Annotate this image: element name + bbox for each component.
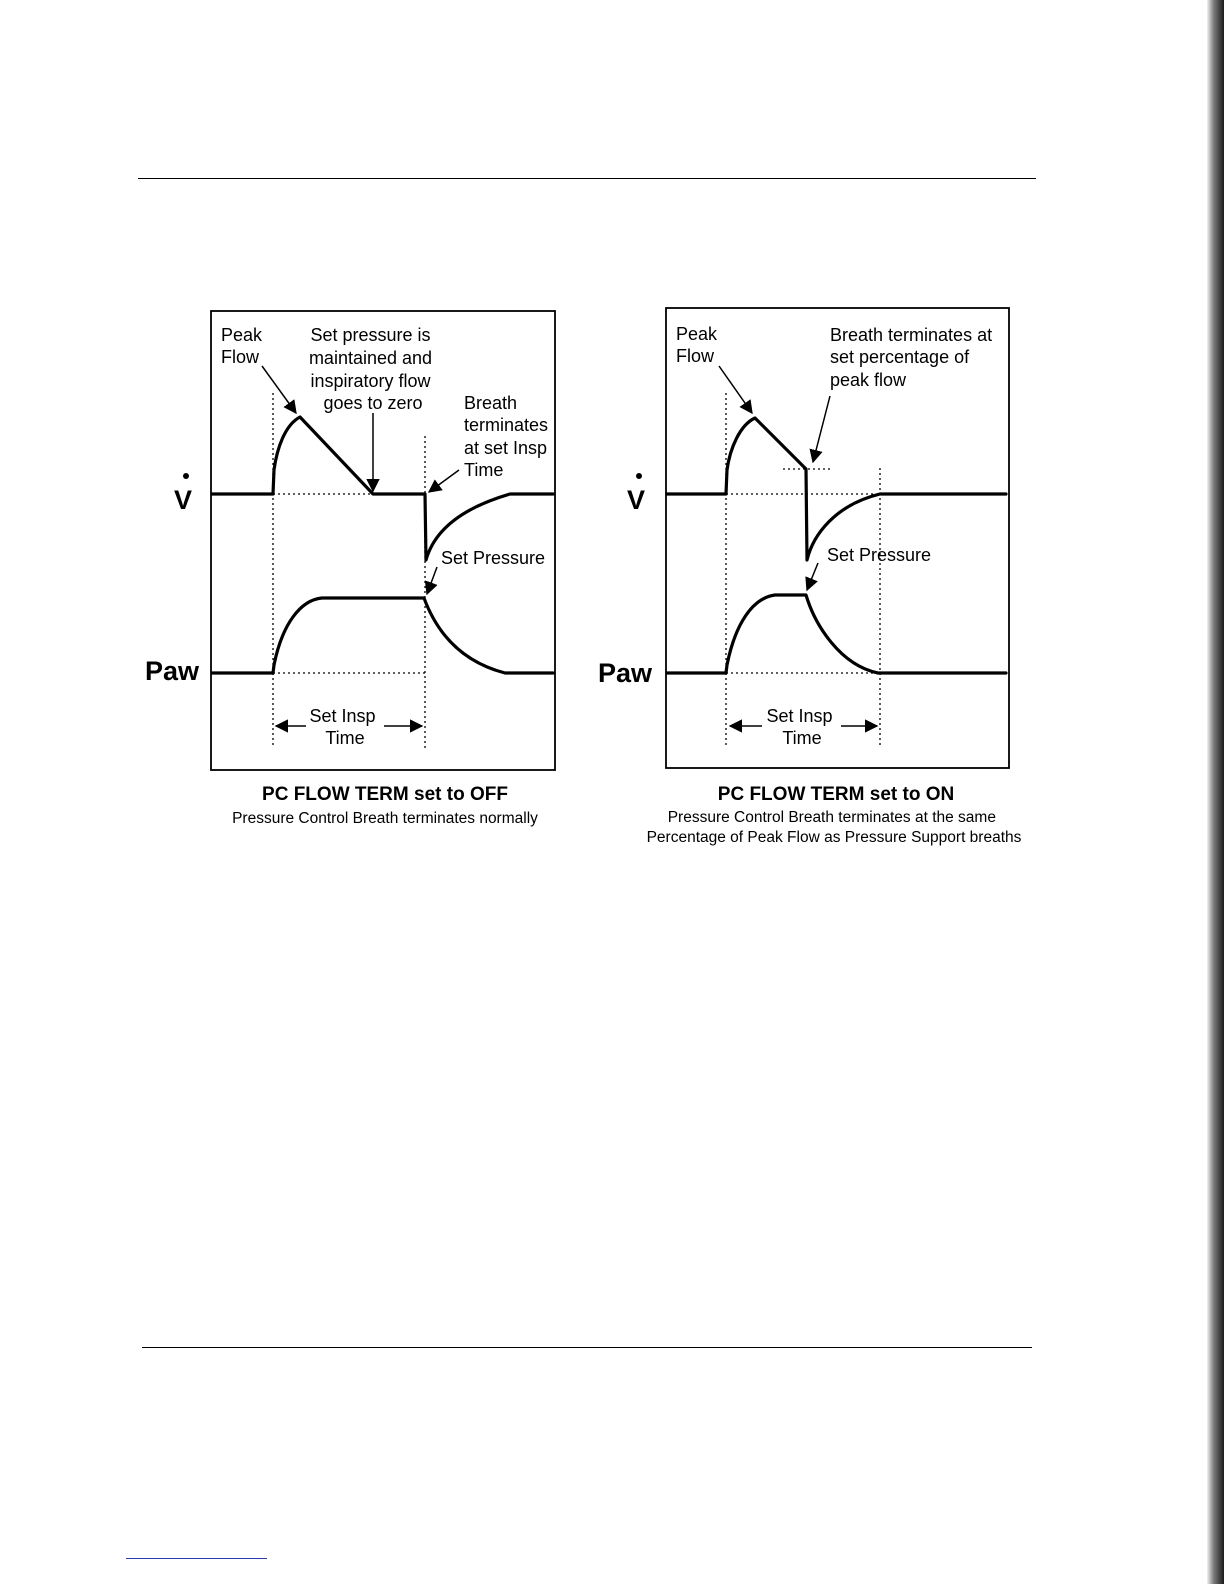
- right-insp-time-label: Set Insp Time: [766, 706, 833, 748]
- right-flow-waveform: [667, 418, 1006, 560]
- right-flow-dot-icon: [636, 473, 642, 479]
- right-set-pressure-label: Set Pressure: [827, 545, 932, 565]
- left-breath-terminates-label: Breath terminates at set Insp Time: [464, 393, 549, 480]
- right-panel-subtitle: Pressure Control Breath terminates at the same Percentage of Peak Flow as Pressure Support breaths: [646, 809, 1022, 846]
- left-flow-axis-label: V: [174, 485, 193, 515]
- right-pressure-waveform: [667, 595, 1006, 673]
- left-peak-flow-arrow: [262, 366, 296, 413]
- left-flow-dot-icon: [183, 473, 189, 479]
- right-paw-axis-label: Paw: [598, 658, 653, 688]
- left-set-pressure-arrow: [427, 567, 437, 594]
- right-peak-flow-label: Peak Flow: [676, 324, 718, 366]
- right-panel: [598, 308, 1022, 846]
- left-set-pressure-label: Set Pressure: [441, 548, 546, 568]
- left-panel-title: PC FLOW TERM set to OFF: [262, 784, 508, 805]
- right-peak-flow-arrow: [719, 366, 752, 413]
- right-breath-terminates-label: Breath terminates at set percentage of peak flow: [830, 325, 993, 390]
- right-flow-axis-label: V: [627, 485, 646, 515]
- left-breath-term-arrow: [429, 470, 459, 492]
- left-insp-time-label: Set Insp Time: [309, 706, 376, 748]
- right-panel-title: PC FLOW TERM set to ON: [717, 784, 955, 805]
- left-panel: [145, 311, 555, 827]
- left-paw-axis-label: Paw: [145, 656, 200, 686]
- left-panel-subtitle: Pressure Control Breath terminates normally: [232, 810, 538, 827]
- left-set-pressure-note: Set pressure is maintained and inspiratory flow goes to zero: [308, 325, 433, 413]
- left-pressure-waveform: [212, 598, 553, 673]
- right-breath-term-arrow: [813, 396, 830, 462]
- left-peak-flow-label: Peak Flow: [221, 325, 263, 367]
- right-set-pressure-arrow: [807, 563, 818, 590]
